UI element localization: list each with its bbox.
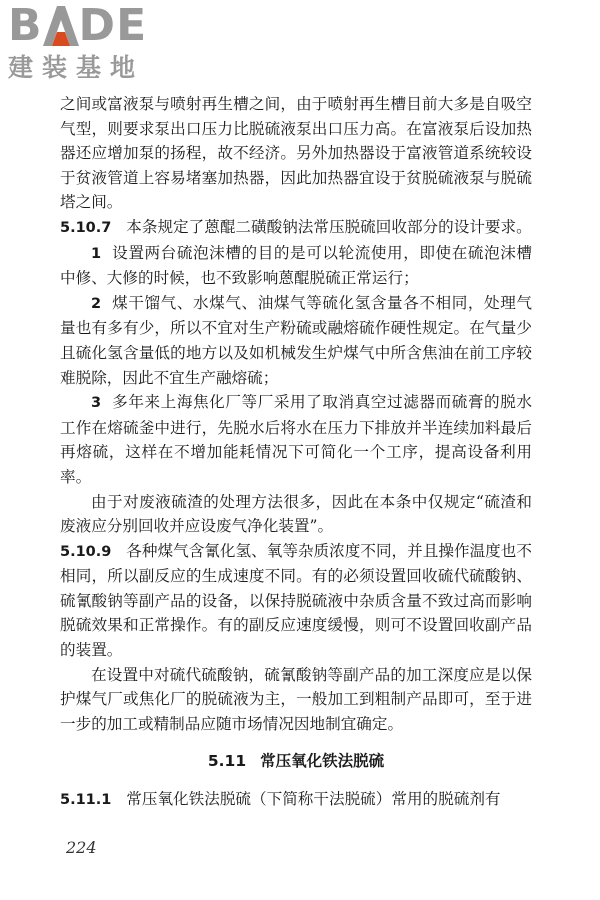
- clause-number: 5.10.7: [60, 219, 112, 236]
- logo-letter-a: [43, 4, 79, 48]
- document-body: [60, 92, 532, 813]
- logo-subtitle: 建装基地: [8, 53, 145, 82]
- item-number: 2: [91, 295, 102, 312]
- logo-wordmark: [8, 0, 178, 51]
- bade-logo: [8, 0, 178, 86]
- clause-item-1: 1 设置两台硫泡沫槽的目的是可以轮流使用，即使在硫泡沫槽中修、大修的时候，也不致影响蒽醌脱硫正常运行；: [60, 243, 532, 288]
- clause-number: 5.11.1: [60, 792, 112, 809]
- paragraph: 在设置中对硫代硫酸钠，硫氰酸钠等副产品的加工深度应是以保护煤气厂或焦化厂的脱硫液为主，一般加工到粗制产品即可，至于进一步的加工或精制品应随市场情况因地制宜确定。: [60, 665, 532, 733]
- clause-item-3: 3 多年来上海焦化厂等厂采用了取消真空过滤器而硫膏的脱水工作在熔硫釜中进行，先脱水后将水在压力下排放并半连续加料最后再熔硫，这样在不增加能耗情况下可简化一个工序，提高设备利用率。: [60, 393, 532, 486]
- clause-item-2: 2 煤干馏气、水煤气、油煤气等硫化氢含量各不相同，处理气量也有多有少，所以不宜对生产粉硫或融熔硫作硬性规定。在气量少且硫化氢含量低的地方以及如机械发生炉煤气中所含焦油在前工序较难脱除，因此不宜生产融熔硫；: [60, 293, 532, 387]
- clause-5-11-1: 5.11.1 常压氧化铁法脱硫（下简称干法脱硫）常用的脱硫剂有: [60, 790, 501, 809]
- section-heading: [60, 749, 532, 773]
- page-number: 224: [66, 838, 97, 857]
- section-number: 5.11: [207, 752, 247, 771]
- item-number: 3: [91, 395, 102, 412]
- logo-a-icon: [43, 6, 79, 46]
- item-number: 1: [91, 245, 102, 262]
- clause-5-10-9: 5.10.9 各种煤气含氰化氢、氧等杂质浓度不同，并且操作温度也不相同，所以副反应的生成速度不同。有的必须设置回收硫代硫酸钠、硫氰酸钠等副产品的设备，以保持脱硫液中杂质含量不致过高而影响脱硫效果和正常操作。有的副反应速度缓慢，则可不设置回收副产品的装置。: [60, 541, 532, 660]
- paragraph: 之间或富液泵与喷射再生槽之间，由于喷射再生槽目前大多是自吸空气型，则要求泵出口压力比脱硫液泵出口压力高。在富液泵后设加热器还应增加泵的扬程，故不经济。另外加热器设于富液管道系统较设于贫液管道上容易堵塞加热器，因此加热器宜设于贫脱硫液泵与脱硫塔之间。: [60, 95, 532, 212]
- logo-letters-de: DE: [78, 0, 148, 51]
- clause-5-10-7: 5.10.7 本条规定了蒽醌二磺酸钠法常压脱硫回收部分的设计要求。: [60, 217, 532, 236]
- clause-number: 5.10.9: [60, 543, 112, 560]
- section-title-text: 常压氧化铁法脱硫: [260, 752, 385, 771]
- paragraph: 由于对废液硫渣的处理方法很多，因此在本条中仅规定“硫渣和废液应分别回收并应设废气净化装置”。: [60, 492, 532, 536]
- logo-letter-b: B: [8, 0, 43, 51]
